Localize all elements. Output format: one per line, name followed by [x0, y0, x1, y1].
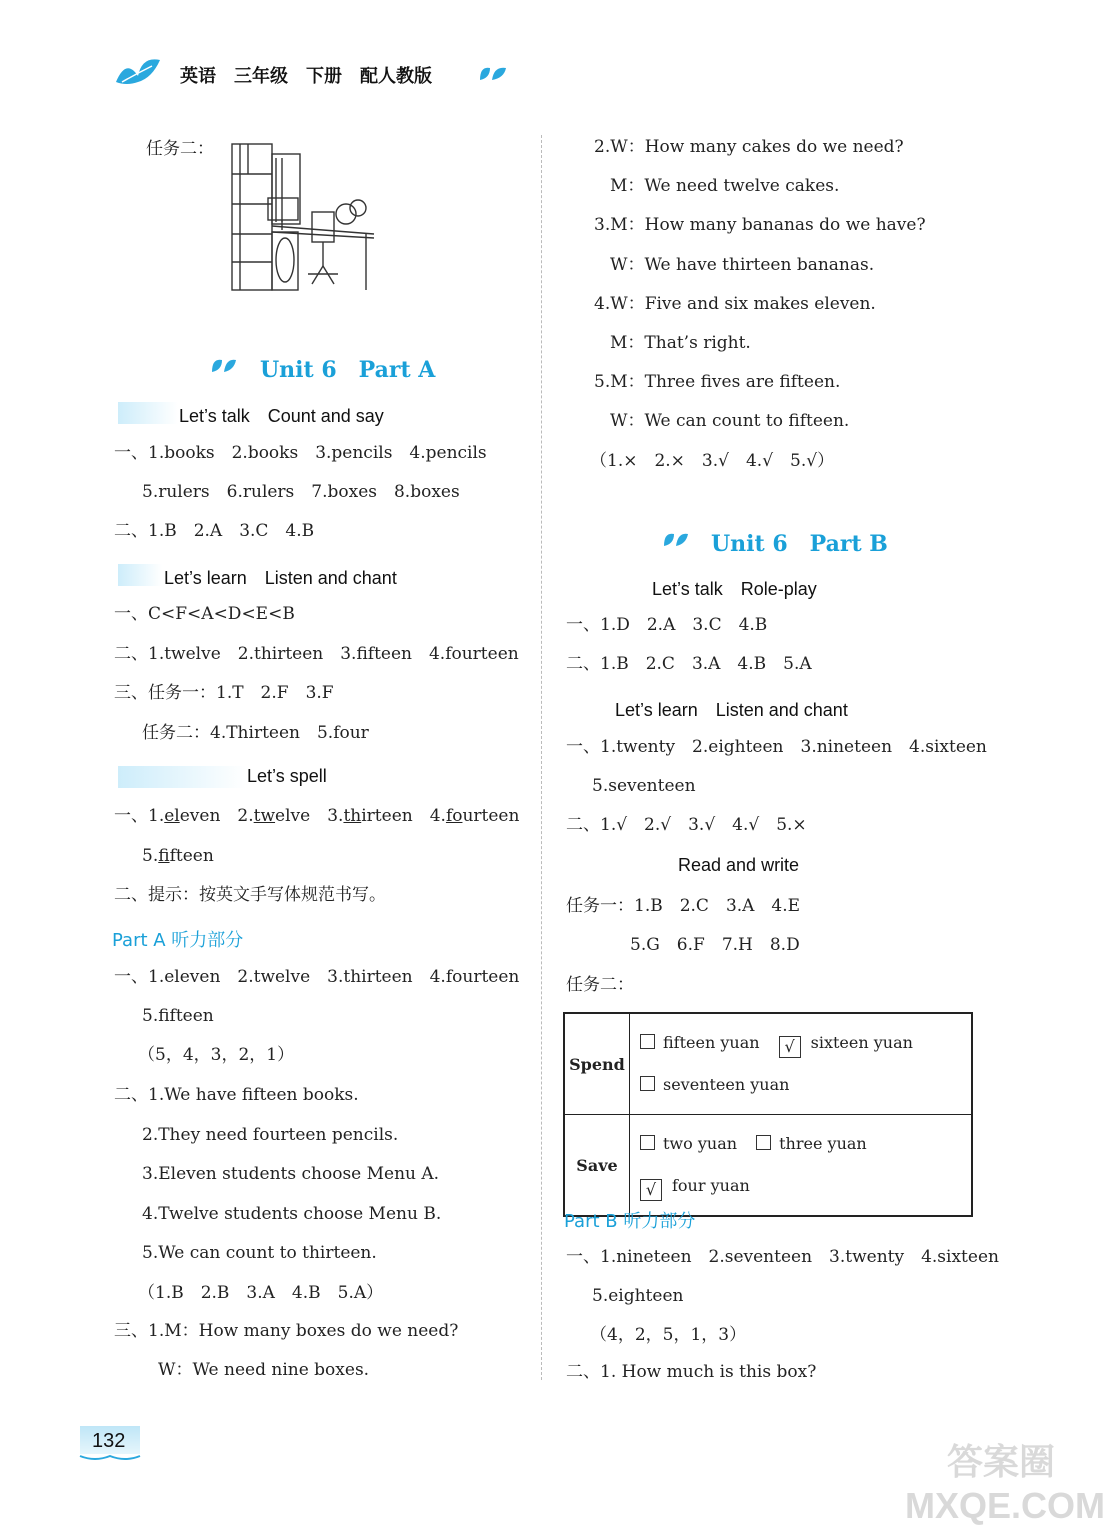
answer-line: 三、1.M：How many boxes do we need?	[114, 1321, 459, 1341]
option-label: fifteen yuan	[663, 1033, 760, 1052]
butterfly-logo-icon	[112, 52, 164, 90]
unit-b-title: Unit 6 Part B	[711, 531, 888, 557]
answer-line: 二、1.We have fifteen books.	[114, 1085, 359, 1105]
answer-line: 二、提示：按英文手写体规范书写。	[114, 885, 386, 905]
leaf-icon	[210, 356, 238, 374]
watermark: 答案圈 MXQE.COM	[905, 1441, 1105, 1526]
answer-line: （1.× 2.× 3.√ 4.√ 5.√）	[590, 451, 835, 471]
answer-line: 4.Twelve students choose Menu B.	[142, 1204, 442, 1224]
spend-row	[564, 1013, 972, 1115]
answer-line: 一、1.eleven 2.twelve 3.thirteen 4.fourteen	[114, 806, 520, 826]
answer-line: 二、1.B 2.C 3.A 4.B 5.A	[566, 654, 812, 674]
answer-line: 5.We can count to thirteen.	[142, 1243, 377, 1263]
answer-line: 二、1.B 2.A 3.C 4.B	[114, 521, 315, 541]
answer-line: 5.fifteen	[142, 1006, 214, 1026]
save-label: Save	[564, 1115, 630, 1217]
section-band	[118, 564, 162, 586]
section-band	[118, 766, 246, 788]
desk-illustration	[226, 134, 376, 296]
section-heading: Let’s talk Count and say	[179, 406, 384, 426]
leaf-icon	[662, 530, 690, 548]
answer-line: W：We have thirteen bananas.	[610, 255, 875, 275]
answer-line: 一、1.eleven 2.twelve 3.thirteen 4.fourteen	[114, 967, 520, 987]
answer-line: 3.M：How many bananas do we have?	[594, 215, 926, 235]
answer-line: （4，2，5，1，3）	[590, 1325, 747, 1345]
save-row	[564, 1115, 972, 1217]
answer-line: 一、1.nineteen 2.seventeen 3.twenty 4.sixteen	[566, 1247, 999, 1267]
answer-line: W：We can count to fifteen.	[610, 411, 850, 431]
unit-a-title: Unit 6 Part A	[260, 357, 436, 383]
answer-line: 任务二：	[566, 975, 634, 995]
answer-line: 一、1.D 2.A 3.C 4.B	[566, 615, 768, 635]
column-divider	[541, 135, 542, 1380]
answer-line: 5.seventeen	[592, 776, 696, 796]
answer-line: W：We need nine boxes.	[158, 1360, 370, 1380]
answer-line: 二、1. How much is this box?	[566, 1362, 817, 1382]
answer-line: 5.fifteen	[142, 846, 214, 866]
answer-line: M：We need twelve cakes.	[610, 176, 840, 196]
option-label: two yuan	[663, 1134, 738, 1153]
section-heading: Let’s learn Listen and chant	[615, 700, 848, 720]
answer-line: 5.rulers 6.rulers 7.boxes 8.boxes	[142, 482, 460, 502]
answer-line: 2.They need fourteen pencils.	[142, 1125, 399, 1145]
checkbox-checked[interactable]: √	[779, 1036, 801, 1058]
section-heading: Let’s spell	[247, 766, 327, 786]
spend-save-table	[563, 1012, 973, 1217]
option-label: seventeen yuan	[663, 1075, 790, 1094]
answer-line: （1.B 2.B 3.A 4.B 5.A）	[138, 1283, 384, 1303]
answer-line: 5.M：Three fives are fifteen.	[594, 372, 841, 392]
listening-heading: Part A 听力部分	[112, 930, 244, 951]
answer-line: 三、任务一：1.T 2.F 3.F	[114, 683, 334, 703]
spend-label: Spend	[564, 1013, 630, 1115]
answer-line: 二、1.twelve 2.thirteen 3.fifteen 4.fourteen	[114, 644, 519, 664]
task2-label: 任务二：	[146, 139, 214, 159]
checkbox-checked[interactable]: √	[640, 1179, 662, 1201]
section-band	[118, 402, 178, 424]
answer-line: 2.W：How many cakes do we need?	[594, 137, 904, 157]
section-heading: Let’s learn Listen and chant	[164, 568, 397, 588]
answer-line: 任务一：1.B 2.C 3.A 4.E	[566, 896, 801, 916]
option-label: four yuan	[672, 1176, 750, 1195]
checkbox[interactable]	[756, 1135, 771, 1150]
answer-line: 一、1.books 2.books 3.pencils 4.pencils	[114, 443, 487, 463]
answer-line: （5，4，3，2，1）	[138, 1045, 295, 1065]
checkbox[interactable]	[640, 1135, 655, 1150]
page-number: 132	[92, 1430, 126, 1452]
answer-line: 5.eighteen	[592, 1286, 684, 1306]
answer-line: 3.Eleven students choose Menu A.	[142, 1164, 440, 1184]
answer-line: 二、1.√ 2.√ 3.√ 4.√ 5.×	[566, 815, 807, 835]
section-heading: Read and write	[678, 855, 800, 875]
checkbox[interactable]	[640, 1034, 655, 1049]
answer-line: M：That’s right.	[610, 333, 751, 353]
checkbox[interactable]	[640, 1076, 655, 1091]
leaf-icon	[478, 64, 508, 82]
answer-line: 5.G 6.F 7.H 8.D	[630, 935, 800, 955]
answer-line: 一、1.twenty 2.eighteen 3.nineteen 4.sixteen	[566, 737, 987, 757]
answer-line: 一、C<F<A<D<E<B	[114, 604, 295, 624]
section-heading: Let’s talk Role-play	[652, 579, 817, 599]
answer-line: 4.W：Five and six makes eleven.	[594, 294, 876, 314]
option-label: sixteen yuan	[810, 1033, 913, 1052]
option-label: three yuan	[779, 1134, 867, 1153]
answer-line: 任务二：4.Thirteen 5.four	[142, 723, 369, 743]
listening-heading: Part B 听力部分	[564, 1211, 696, 1232]
header-title: 英语 三年级 下册 配人教版	[180, 66, 432, 87]
